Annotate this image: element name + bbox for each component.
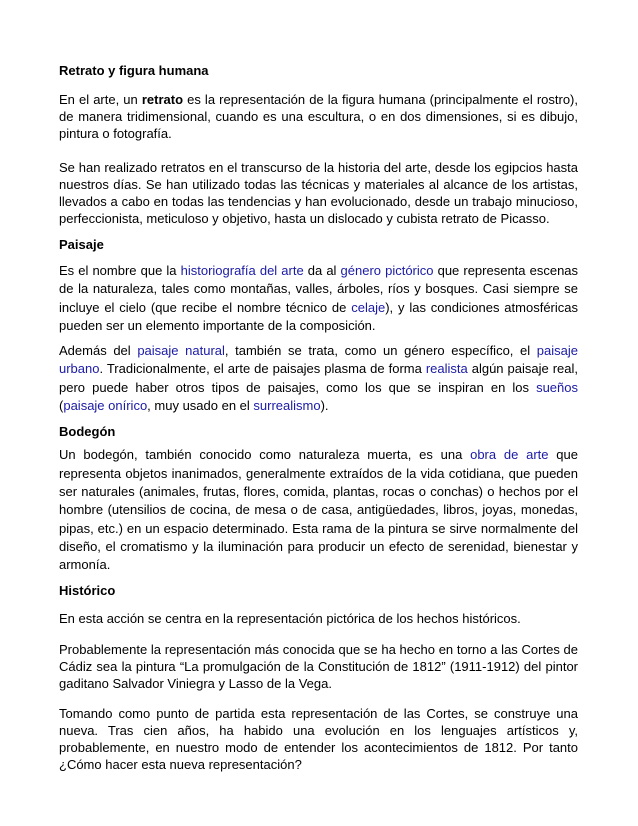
link-historiografia-del-arte[interactable]: historiografía del arte [180, 263, 304, 278]
text-run: , también se trata, como un género específico, el [224, 343, 537, 359]
paragraph-bodegon-definition [59, 446, 578, 574]
section-heading-historico: Histórico [59, 583, 116, 599]
text-run: es la representación de la figura humana (principalmente el rostro), de manera tridimensional, cuando es una escultura, o en dos dimensiones, si es dibujo, pintura o fotografía. [59, 92, 578, 141]
paragraph-historico-pintura: Probablemente la representación más conocida que se ha hecho en torno a las Cortes de Cádiz sea la pintura “La promulgación de la Constitución de 1812” (1911-1912) del pintor gaditano Salvador Viniegra y Lasso de la Vega. [59, 642, 578, 692]
text-run: Además del [59, 343, 138, 359]
text-run: En el arte, un [59, 92, 142, 107]
paragraph-paisaje-types [59, 342, 578, 415]
text-run: , muy usado en el [147, 398, 254, 414]
text-run: ). [320, 398, 329, 414]
bold-term-retrato: retrato [141, 92, 184, 107]
paragraph-paisaje-definition [59, 262, 578, 335]
text-run: que representa escenas de la naturaleza, tales como montañas, valles, árboles, ríos y bosques. Casi siempre se incluye el cielo (que recibe el nombre técnico de [59, 263, 579, 315]
link-genero-pictorico[interactable]: género pictórico [340, 263, 434, 278]
text-run: Un bodegón, también conocido como naturaleza muerta, es una [59, 447, 471, 463]
text-run: Es el nombre que la [59, 263, 181, 278]
text-run: ), y las condiciones atmosféricas pueden ser un elemento importante de la composición. [59, 299, 578, 333]
link-realista[interactable]: realista [425, 361, 468, 377]
section-heading-paisaje: Paisaje [59, 237, 104, 252]
text-run: . Tradicionalmente, el arte de paisajes plasma de forma [99, 361, 426, 377]
document-page [59, 62, 578, 773]
link-paisaje-urbano[interactable]: paisaje urbano [59, 343, 578, 377]
section-heading-retrato: Retrato y figura humana [59, 63, 209, 78]
paragraph-retrato-history: Se han realizado retratos en el transcurso de la historia del arte, desde los egipcios hasta nuestros días. Se han utilizado todas las técnicas y materiales al alcance de los artistas, llevados a cabo en todas las tendencias y han evolucionado, desde un trabajo minucioso, perfeccionista, meticuloso y objetivo, hasta un dislocado y cubista retrato de Picasso. [59, 160, 578, 226]
link-celaje[interactable]: celaje [351, 299, 386, 315]
paragraph-historico-nueva: Tomando como punto de partida esta representación de las Cortes, se construye una nueva. Tras cien años, ha habido una evolución en los lenguajes artísticos y, probablemente, en nuestro modo de entender los acontecimientos de 1812. Por tanto ¿Cómo hacer esta nueva representación? [59, 706, 578, 773]
paragraph-retrato-definition [59, 91, 578, 142]
text-run: que representa objetos inanimados, generalmente extraídos de la vida cotidiana, que pueden ser naturales (animales, frutas, flores, comida, plantas, rocas o conchas) o hechos por el hombre (utensilios de cocina, de mesa o de casa, antigüedades, libros, joyas, monedas, pipas, etc.) en un espacio determinado. Esta rama de la pintura se sirve normalmente del diseño, el cromatismo y la iluminación para producir un efecto de serenidad, bienestar y armonía. [59, 447, 578, 573]
section-heading-bodegon: Bodegón [59, 424, 116, 440]
link-suenos[interactable]: sueños [536, 379, 578, 395]
link-surrealismo[interactable]: surrealismo [253, 398, 321, 414]
paragraph-historico-intro: En esta acción se centra en la representación pictórica de los hechos históricos. [59, 611, 521, 627]
link-paisaje-onirico[interactable]: paisaje onírico [63, 398, 148, 414]
link-obra-de-arte[interactable]: obra de arte [470, 447, 549, 463]
text-run: ( [59, 398, 64, 414]
text-run: da al [303, 263, 341, 278]
text-run: algún paisaje real, pero puede haber otros tipos de paisajes, como los que se inspiran en los [59, 361, 578, 395]
link-paisaje-natural[interactable]: paisaje natural [137, 343, 225, 359]
